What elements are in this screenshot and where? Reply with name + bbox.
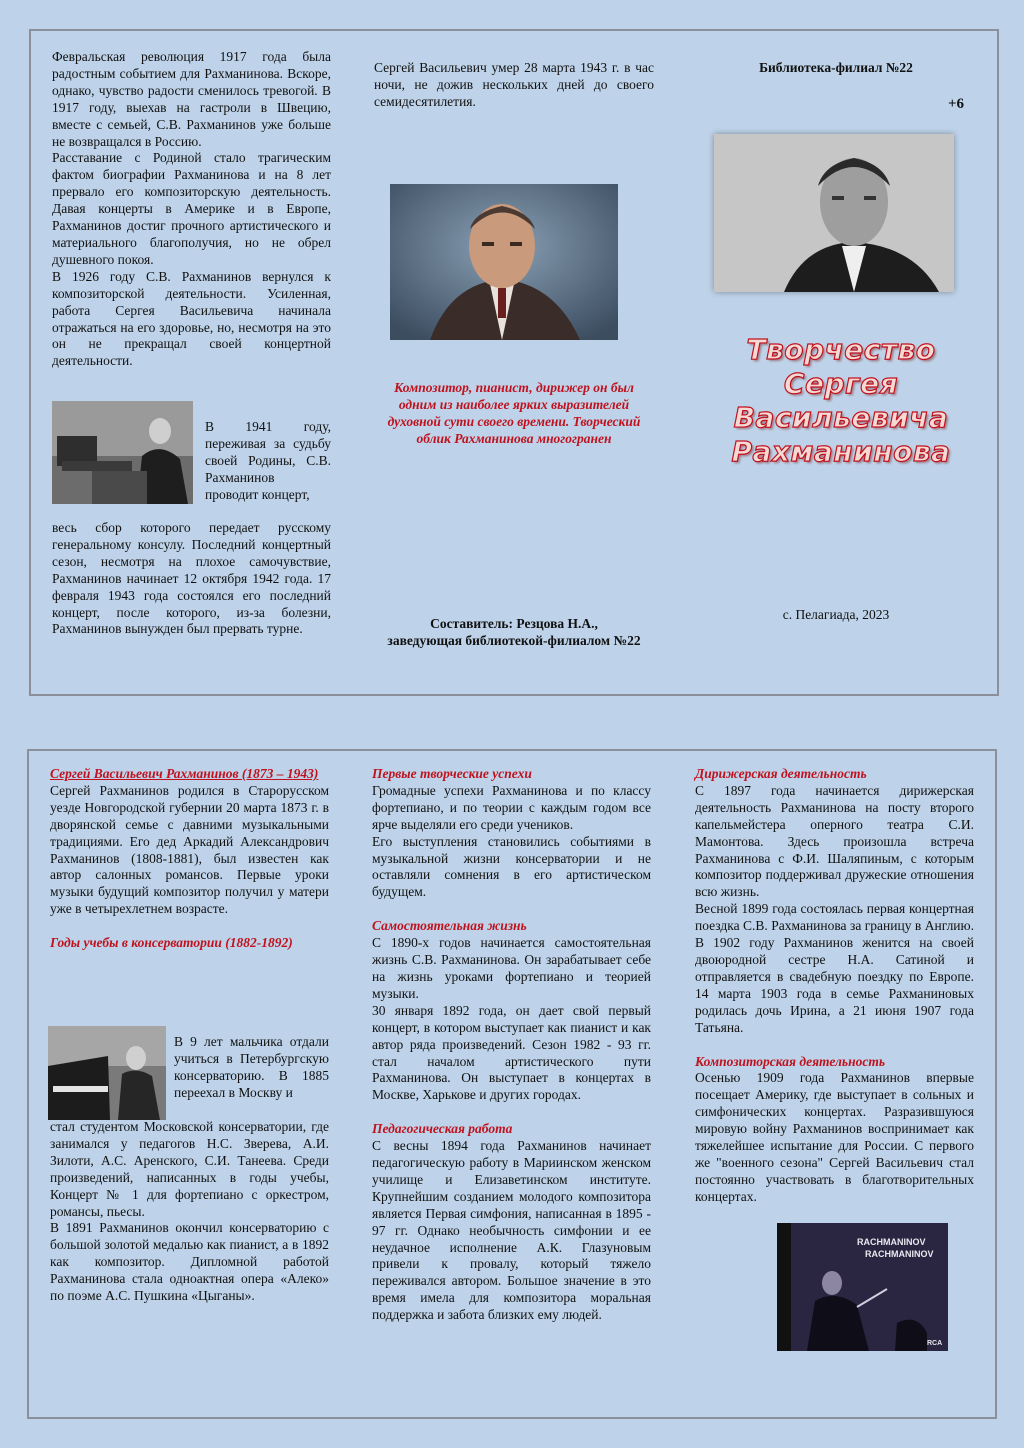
paragraph: В 1891 Рахманинов окончил консерваторию с большой золотой медалью как пианист, а в 1892 как композитор. Дипломной работой Рахманинова стала одноактная опера «Алеко» по поэме А.С. Пушкина «Цыганы». [50, 1220, 329, 1304]
paragraph: Осенью 1909 года Рахманинов впервые посещает Америку, где выступает в сольных и симфонических концертах. Разразившуюся мировую войну Рахманинов воспринимает как тяжелейшее испытание для России. С первого же "военного сезона" Сергей Васильевич стал постоянно участвовать в благотворительных концертах. [695, 1070, 974, 1204]
title-line: Сергея [783, 367, 899, 400]
section-heading-composer: Композиторская деятельность [695, 1053, 886, 1069]
record-label: RCA [927, 1340, 943, 1347]
paragraph: Громадные успехи Рахманинова и по классу фортепиано, и по теории с каждым годом все ярче выделяли его среди учеников. [372, 782, 651, 832]
section-heading-teaching: Педагогическая работа [372, 1121, 513, 1137]
album-subtitle-line: RACHMANINOV [865, 1249, 934, 1259]
compiler-name: Составитель: Резцова Н.А., [430, 616, 598, 631]
conservatory-section [50, 1119, 329, 1305]
title-line: Творчество [746, 333, 936, 366]
title-line: Рахманинова [731, 435, 951, 468]
paragraph: Февральская революция 1917 года была радостным событием для Рахманинова. Вскоре, однако, чувство радости сменилось тревогой. В 1917 году, выехав на гастроли в Швецию, вместе с семьей, С.В. Рахманинов уже больше не возвращался в Россию. [52, 49, 331, 149]
wrap-text-1941: В 1941 году, переживая за судьбу своей Родины, С.В. Рахманинов проводит концерт, [205, 419, 331, 502]
quote-text: Композитор, пианист, дирижер он был одним из наиболее ярких выразителей духовной сути своего времени. Творческий облик Рахманинова многогранен [387, 380, 641, 446]
death-text: Сергей Васильевич умер 28 марта 1943 г. в час ночи, не дожив нескольких дней до своего семидесятилетия. [374, 60, 654, 109]
section-heading-first-success: Первые творческие успехи [372, 766, 532, 781]
paragraph: Его выступления становились событиями в музыкальной жизни консерватории и не оставляли сомнения в его артистическом будущем. [372, 833, 651, 900]
album-title-line: RACHMANINOV [857, 1237, 926, 1247]
paragraph: С весны 1894 года Рахманинов начинает педагогическую работу в Мариинском женском училище и Елизаветинском институте. Крупнейшим созданием молодого композитора является Первая симфония, написанная в 1895 - 97 гг. Однако необычность симфонии и ее неудачное исполнение А.К. Глазуновым привели к провалу, который тяжело переживался автором. Большое значение в это время имела для композитора моральная поддержка и забота близких ему людей. [372, 1138, 651, 1323]
biography-section [50, 766, 329, 952]
paragraph: Сергей Рахманинов родился в Старорусском уезде Новгородской губернии 20 марта 1873 г. в дворянской семье с давними музыкальными традициями. Его дед Аркадий Александрович Рахманинов (1808-1881), был известен как автор салонных романсов. Первые уроки музыки будущий композитор получил у матери уже в четырехлетнем возрасте. [50, 782, 329, 917]
paragraph: С 1890-х годов начинается самостоятельная жизнь С.В. Рахманинова. Он зарабатывает себе на жизнь уроками фортепиано и теорией музыки. [372, 935, 651, 1001]
photo-rachmaninov-at-piano [48, 1026, 166, 1120]
portrait-young-rachmaninov [714, 134, 954, 292]
emigration-section [52, 49, 331, 370]
album-cover-rca [777, 1223, 948, 1351]
section-heading-biography: Сергей Васильевич Рахманинов (1873 – 1943) [50, 766, 319, 781]
paragraph: Расставание с Родиной стало трагическим фактом биографии Рахманинова и на 8 лет прервало его композиторскую деятельность. Давая концерты в Америке и в Европе, Рахманинов достиг прочного артистического и материального благополучия, но не обрел душевного покоя. [52, 150, 331, 267]
place-and-year: с. Пелагиада, 2023 [782, 607, 890, 622]
section-heading-independent-life: Самостоятельная жизнь [372, 918, 527, 934]
conducting-section [695, 766, 974, 1206]
paragraph: 30 января 1892 года, он дает свой первый концерт, в котором выступает как пианист и как автор ряда произведений. Сезон 1982 - 93 гг. стал началом артистического пути Рахманинова. Он выступает в концертах в Москве, Харькове и других городах. [372, 1002, 651, 1103]
library-name: Библиотека-филиал №22 [759, 60, 913, 75]
paragraph: В 1926 году С.В. Рахманинов вернулся к композиторской деятельности. Усиленная, работа Сергея Васильевича начинала отражаться на его здоровье, но, несмотря на это он не прекращал своей концертной деятельности. [52, 268, 331, 369]
section-heading-conducting: Дирижерская деятельность [695, 766, 867, 781]
portrait-rachmaninov-color [390, 184, 618, 340]
career-start-section [372, 766, 651, 1324]
compiler-credit [360, 616, 668, 650]
paragraph: Весной 1899 года состоялась первая концертная поездка С.В. Рахманинова за границу в Англию. В 1902 году Рахманинов женится на своей двоюродной сестре Н.А. Сатиной и отправляется в свадебную поездку по Европе. 14 марта 1903 года в семье Рахманиновых родилась дочь Ирина, а 21 июня 1907 года Татьяна. [695, 901, 974, 1035]
section-heading-conservatory: Годы учебы в консерватории (1882-1892) [50, 935, 293, 951]
paragraph: стал студентом Московской консерватории, где занимался у педагогов Н.С. Зверева, А.И. Зилоти, А.С. Аренского, С.И. Танеева. Среди произведений, написанных в годы учебы, Концерт № 1 для фортепиано с оркестром, романсы, пьесы. [50, 1119, 329, 1219]
brochure-title [725, 333, 957, 469]
photo-rachmaninov-at-desk [52, 401, 193, 504]
paragraph: С 1897 года начинается дирижерская деятельность Рахманинова на посту второго капельмейстера оперного театра С.И. Мамонтова. Здесь произошла встреча Рахманинова с Ф.И. Шаляпиным, с которым композитор поддерживал дружеские отношения всю жизнь. [695, 782, 974, 900]
last-season-text: весь сбор которого передает русскому генеральному консулу. Последний концертный сезон, несмотря на плохое самочувствие, Рахманинов начинает 12 октября 1942 года. 17 февраля 1943 года состоялся его последний концерт, после которого, из-за болезни, Рахманинов вынужден был прервать турне. [52, 520, 331, 637]
age-rating: +6 [948, 96, 965, 112]
compiler-position: заведующая библиотекой-филиалом №22 [387, 632, 641, 648]
title-line: Васильевича [733, 401, 949, 434]
conservatory-wrap-text: В 9 лет мальчика отдали учиться в Петербургскую консерваторию. В 1885 переехал в Москву и [174, 1034, 329, 1100]
